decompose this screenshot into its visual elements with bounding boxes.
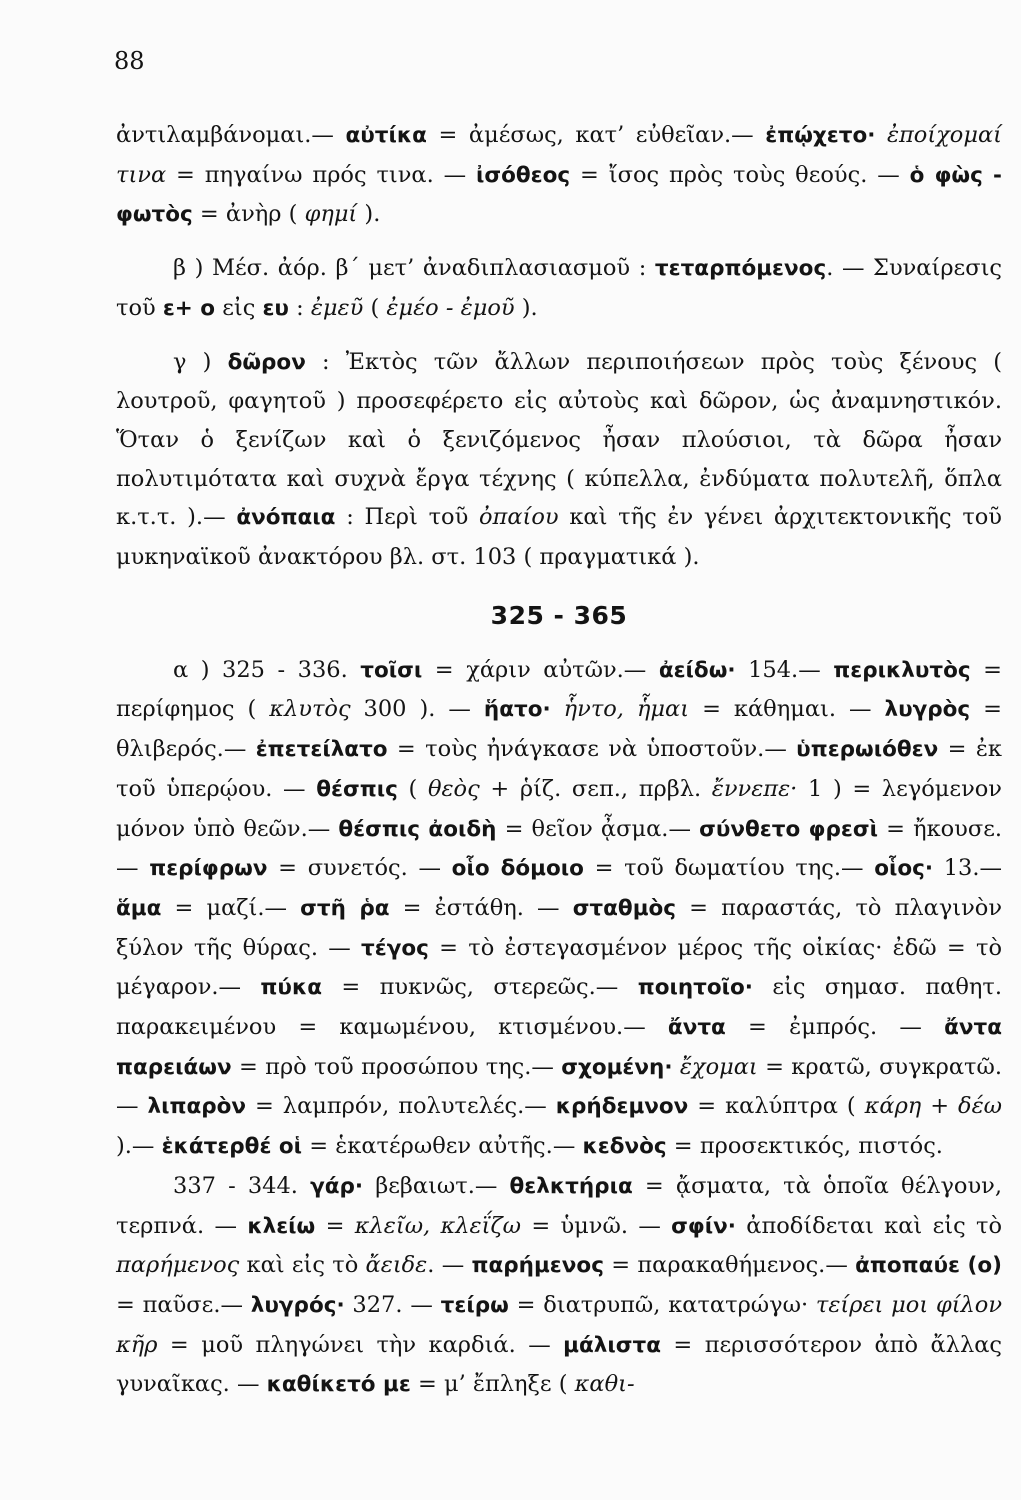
gloss-text: 327. — [344,1291,441,1318]
italic-term: ἐμέο - ἐμοῦ [386,294,515,321]
gloss-text: = παρακαθήμενος.— [603,1252,856,1279]
gloss-text: = ὑμνῶ. — [520,1212,672,1239]
gloss-text: α ) 325 - 336. [173,656,361,683]
italic-term: ἔχομαι [679,1053,758,1080]
gloss-text: : [288,294,311,321]
lemma-term: οἷο δόμοιο [451,856,584,882]
lemma-term: ε+ ο [162,295,216,321]
lemma-term: ἀείδω· [658,657,736,683]
gloss-text: ἀποδίδεται καὶ εἰς τὸ [735,1212,1002,1239]
lemma-term: παρήμενος [471,1253,604,1279]
gloss-text: = ἤκουσε. — [116,815,1003,882]
lemma-term: ἑκάτερθέ οἱ [161,1134,303,1160]
lemma-term: ὑπερωιόθεν [796,737,939,763]
gloss-text: = τὸ ἐστεγασμένον μέρος τῆς οἰκίας· ἐδῶ = τὸ μέγαρον.— [116,934,1002,1001]
lemma-term: ἄντα [667,1015,726,1041]
italic-term: ἐμεῦ [310,294,364,321]
gloss-text: = θλιβερός.— [116,696,1002,763]
lemma-term: ἐπετείλατο [255,737,388,763]
gloss-text: = ἀνὴρ ( [192,201,305,228]
gloss-text: 1 ) = λεγόμενον μόνον ὑπὸ θεῶν.— [116,775,1002,842]
lemma-term: λυγρός· [250,1292,345,1318]
paragraph-p3 [116,343,1002,577]
italic-term: κάρη + δέω [864,1093,1003,1120]
lemma-term: ευ [262,295,289,321]
commentary-block-lower [116,651,1002,1405]
gloss-text: : Ἐκτὸς τῶν ἄλλων περιποιήσεων πρὸς τοὺς ξένους ( λουτροῦ, φαγητοῦ ) προσεφέρετο εἰς αὐτοὺς καὶ δῶρον, ὡς ἀναμνηστικόν. Ὅταν ὁ ξενίζων καὶ ὁ ξενιζόμενος ἦσαν πλούσιοι, τὰ δῶρα ἦσαν πολυτιμότατα καὶ συχνὰ ἔργα τέχνης ( κύπελλα, ἐνδύματα πολυτελῆ, ὅπλα κ.τ.τ. ).— [116,348,1002,531]
gloss-text [551,696,564,722]
gloss-text: γ ) [173,348,228,375]
lemma-term: τεταρπόμενος [654,256,827,282]
gloss-text: = λαμπρόν, πολυτελές.— [246,1093,556,1120]
gloss-text: = χάριν αὐτῶν.— [422,656,659,683]
lemma-term: ὁ φὼς - φωτὸς [116,162,1002,228]
lemma-term: ἰσόθεος [476,162,571,188]
gloss-text: = ἐκ τοῦ ὑπερῴου. — [116,736,1002,802]
gloss-text: 13.— [933,855,1003,882]
lemma-term: τέγος [361,935,429,961]
gloss-text: = παῦσε.— [116,1291,251,1318]
gloss-text: ). [514,294,538,321]
gloss-text [673,1054,680,1080]
lemma-term: αὐτίκα [345,123,427,148]
gloss-text: = κάθημαι. — [689,696,885,723]
lemma-term: σφίν· [671,1213,736,1239]
gloss-text: = διατρυπῶ, κατατρώγω· [508,1291,816,1318]
gloss-text: = πυκνῶς, στερεῶς.— [322,974,638,1001]
commentary-block-upper [116,116,1002,577]
lemma-term: ἥατο· [483,697,551,723]
lemma-term: θέσπις [316,776,398,802]
gloss-text: = περισσότερον ἀπὸ ἄλλας γυναῖκας. — [116,1331,1002,1398]
gloss-text: = προσεκτικός, πιστός. [666,1133,943,1160]
gloss-text: καὶ εἰς τὸ [239,1252,366,1279]
lemma-term: δῶρον [227,349,306,375]
gloss-text: = θεῖον ᾆσμα.— [496,815,700,842]
lemma-term: οἷος· [874,856,934,882]
lemma-term: ποιητοῖο· [637,975,753,1001]
gloss-text: ). [357,201,381,228]
gloss-text: 154.— [735,656,834,683]
gloss-text: = μ’ ἔπληξε ( [410,1371,575,1398]
lemma-term: σχομένη· [561,1054,673,1080]
gloss-text: = παραστάς, τὸ πλαγινὸν ξύλον τῆς θύρας. — [116,894,1002,961]
lemma-term: λυγρὸς [884,697,971,723]
lemma-term: περίφρων [149,856,268,882]
paragraph-p4 [116,651,1002,1167]
gloss-text: = πηγαίνω πρός τινα. — [166,161,476,188]
gloss-text: ( [363,294,387,321]
gloss-text: = ἐμπρός. — [725,1014,945,1041]
gloss-text: = συνετός. — [267,855,452,882]
gloss-text: ἀντιλαμβάνομαι.— [116,122,346,148]
gloss-text: εἰς [215,294,263,321]
gloss-text: 300 ). — [350,696,484,723]
lemma-term: ἐπῴχετο· [765,123,876,148]
gloss-text: ( [397,775,428,802]
italic-term: φημί [304,201,358,228]
gloss-text: = ἴσος πρὸς τοὺς θεούς. — [570,161,910,188]
italic-term: ὀπαίου [479,504,559,531]
gloss-text: = ἑκατέρωθεν αὐτῆς.— [302,1133,583,1160]
italic-term: ἄειδε [365,1252,428,1279]
gloss-text: . — [427,1252,472,1279]
paragraph-p1 [116,116,1002,235]
italic-term: ἔννεπε· [711,775,798,802]
section-heading: 325 - 365 [490,600,628,630]
italic-term: ἧντο, ἧμαι [563,696,690,723]
paragraph-p5 [116,1167,1002,1405]
gloss-text: = περίφημος ( [116,656,1003,723]
lemma-term: κεδνὸς [582,1134,667,1160]
lemma-term: τείρω [440,1292,509,1318]
lemma-term: πύκα [260,975,322,1001]
gloss-text: εἰς σημασ. παθητ. παρακειμένου = καμωμένου, κτισμένου.— [116,974,1003,1041]
lemma-term: σταθμὸς [572,895,677,921]
gloss-text: . — Συναίρεσις τοῦ [116,255,1002,321]
lemma-term: λιπαρὸν [147,1094,247,1120]
body-text [116,116,1002,1405]
lemma-term: θέσπις ἀοιδὴ [338,816,497,842]
gloss-text: = τοῦ δωματίου της.— [583,855,875,882]
lemma-term: στῆ ῥα [300,895,390,921]
lemma-term: καθίκετό με [266,1372,411,1398]
lemma-term: θελκτήρια [509,1173,633,1199]
italic-term: κλεῖω, κλεΐζω [354,1212,521,1239]
lemma-term: μάλιστα [563,1332,661,1358]
lemma-term: τοῖσι [360,657,423,683]
gloss-text: = τοὺς ἠνάγκασε νὰ ὑποστοῦν.— [387,736,797,763]
gloss-text: + ῥίζ. σεπ., πρβλ. [479,775,712,802]
lemma-term: περικλυτὸς [833,657,971,683]
lemma-term: ἄντα παρειάων [116,1015,1002,1080]
lemma-term: σύνθετο φρεσὶ [699,816,878,842]
lemma-term: γάρ· [310,1173,364,1199]
lemma-term: κρήδεμνον [555,1094,689,1120]
gloss-text: ).— [116,1133,162,1160]
gloss-text: = κρατῶ, συγκρατῶ. — [116,1053,1002,1120]
gloss-text: : Περὶ τοῦ [335,504,479,531]
italic-term: κλυτὸς [269,696,351,723]
italic-term: ἐποίχομαί τινα [116,122,1002,188]
paragraph-p2 [116,249,1002,328]
gloss-text: = μαζί.— [161,894,301,921]
gloss-text: = ᾄσματα, τὰ ὁποῖα θέλγουν, τερπνά. — [116,1172,1002,1239]
lemma-term: κλείω [247,1213,316,1239]
italic-term: τείρει μοι φίλον κῆρ [116,1291,1003,1358]
gloss-text: = μοῦ πληγώνει τὴν καρδιά. — [157,1331,564,1358]
lemma-term: ἀποπαύε (ο) [855,1253,1002,1279]
gloss-text: = καλύπτρα ( [688,1093,865,1120]
italic-term: θεὸς [427,775,480,802]
italic-term: παρήμενος [116,1252,240,1279]
page-number: 88 [114,47,145,75]
gloss-text: = ἐστάθη. — [389,894,573,921]
gloss-text: = [315,1212,355,1239]
italic-term: καθι- [574,1371,635,1398]
gloss-text: = ἀμέσως, κατ’ εὐθεῖαν.— [426,122,766,148]
gloss-text: 337 - 344. [173,1172,311,1199]
gloss-text: βεβαιωτ.— [363,1172,510,1199]
gloss-text: β ) Μέσ. ἀόρ. β΄ μετ’ ἀναδιπλασιασμοῦ : [173,255,655,282]
lemma-term: ἀνόπαια [236,505,336,531]
gloss-text: καὶ τῆς ἐν γένει ἀρχιτεκτονικῆς τοῦ μυκηναϊκοῦ ἀνακτόρου βλ. στ. 103 ( πραγματικά ). [116,504,1002,571]
gloss-text: = πρὸ τοῦ προσώπου της.— [231,1053,562,1080]
lemma-term: ἅμα [116,895,162,921]
